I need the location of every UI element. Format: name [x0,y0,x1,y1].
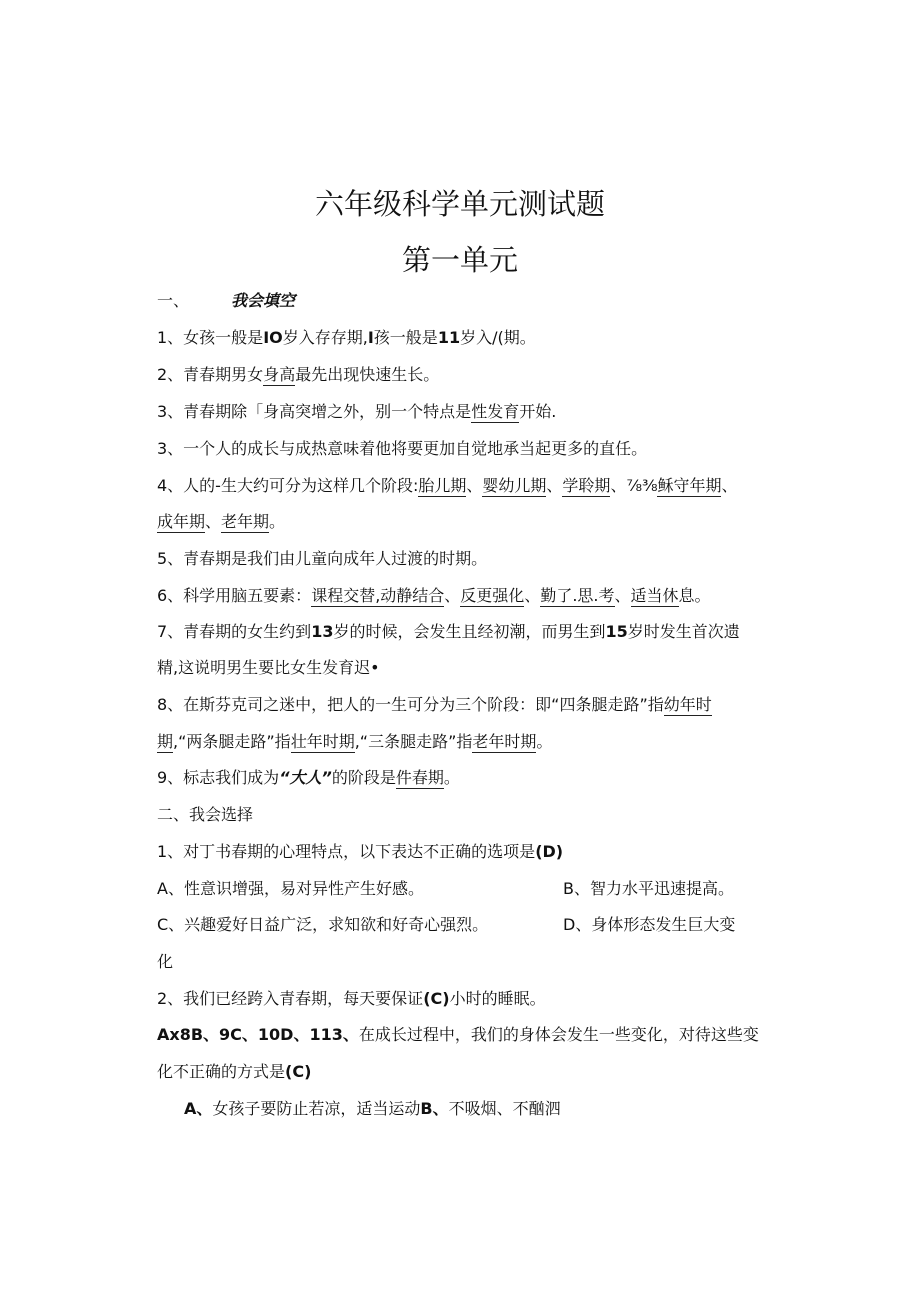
section-number: 一、 [157,291,190,310]
q9-text: 9、标志我们成为 [157,768,280,787]
q3b-text: 3、一个人的成长与成热意味着他将要更加自觉地承当起更多的直任。 [157,439,648,458]
choice-question-3-options [184,1099,770,1119]
q4-text: ⅞⅜ [626,476,658,495]
q2-answer: 身高 [263,365,296,384]
q4-sep: 、 [205,512,222,531]
c3-text: 在成长过程中，我们的身体会发生一些变化，对待这些变 [358,1025,759,1044]
q1-text: 岁入存存期, [282,328,368,347]
option-c: C、兴趣爱好日益广泛，求知欲和好奇心强烈。 [157,915,489,934]
c2-text: 小时的睡眠。 [449,989,546,1008]
c3-answer: (C) [285,1062,312,1081]
option-b-text: 不吸烟、不酗泗 [448,1099,561,1118]
question-9 [157,768,770,788]
q1-text: 孩一般是 [373,328,438,347]
q1-text: I [367,328,374,347]
option-a: A、性意识增强，易对异性产生好感。 [157,879,424,898]
choice-question-2 [157,989,770,1009]
choice-question-3-cont [157,1062,770,1082]
page-title: 六年级科学单元测试题 [314,187,605,221]
page-subtitle: 第一单元 [401,243,518,277]
question-1 [157,328,770,348]
q7-text: 精,这说明男生要比女生发育迟• [157,658,380,677]
section-heading-fill-in [157,291,770,311]
c3-text: 化不正确的方式是 [157,1062,286,1081]
q6-text: 息。 [678,586,711,605]
c2-text: 2、我们已经跨入青春期，每天要保证 [157,989,424,1008]
question-2 [157,365,770,385]
c2-answer: (C) [423,989,450,1008]
q1-answer: 11 [437,328,461,347]
q4-answer: 成年期 [157,512,206,531]
option-a-text: 女孩子要防止若凉，适当运动 [212,1099,421,1118]
option-b: B、 [420,1099,449,1118]
q7-text: 7、青春期的女生约到 [157,622,312,641]
q8-text: 。 [536,732,553,751]
q8-answer: 幼年时 [663,695,712,714]
q4-sep: 、 [466,476,483,495]
q1-text: 1、女孩一般是 [157,328,264,347]
q8-text: ,“两条腿走路”指 [173,732,291,751]
q4-answer: 婴幼儿期 [482,476,547,495]
q9-text: 。 [443,768,460,787]
q7-number: 15 [605,622,628,641]
q8-answer: 期 [157,732,174,751]
question-8-cont [157,732,770,752]
q8-text: 8、在斯芬克司之迷中，把人的一生可分为三个阶段：即“四条腿走路”指 [157,695,664,714]
q6-sep: 、 [614,586,631,605]
q6-text: 6、科学用脑五要素： [157,586,312,605]
q4-answer: 稣守年期 [657,476,722,495]
question-7-cont [157,658,770,678]
c1-stem: 1、对丁书春期的心理特点，以下表达不正确的选项是 [157,842,536,861]
q4-answer: 学聆期 [562,476,611,495]
q4-text: 4、人的-生大约可分为这样几个阶段: [157,476,419,495]
q6-sep: 、 [444,586,461,605]
choice-options-row-2-cont [157,952,770,972]
question-6 [157,586,770,606]
q6-sep: 、 [524,586,541,605]
q6-answer: 反更强化 [460,586,525,605]
q8-text: ,“三条腿走路”指 [354,732,473,751]
q4-sep: 、 [546,476,563,495]
q6-answer: 适当休 [630,586,679,605]
question-3 [157,402,770,422]
q3-answer: 性发育 [471,402,520,421]
c1-answer: (D) [535,842,564,861]
q4-answer: 老年期 [221,512,270,531]
q1-answer: IO [263,328,283,347]
choice-question-1 [157,842,770,862]
q6-answer: 课程交替,动静结合 [311,586,445,605]
q7-text: 岁的时候，会发生且经初潮，而男生到 [333,622,606,641]
choice-options-row-1 [157,879,770,899]
question-4 [157,476,770,496]
option-a: A、 [184,1099,213,1118]
section-label: 我会填空 [231,291,296,310]
q4-answer: 胎儿期 [418,476,467,495]
question-4-cont [157,512,770,532]
q1-text: 岁入/(期。 [460,328,536,347]
section-heading-choice [157,805,770,825]
question-3b [157,439,770,459]
q3-text: 3、青春期除「身高突增之外，别一个特点是 [157,402,472,421]
choice-options-row-2 [157,915,770,935]
option-d-cont: 化 [157,952,174,971]
q5-text: 5、青春期是我们由儿童向成年人过渡的时期。 [157,549,488,568]
choice-question-3 [157,1025,770,1045]
q4-sep: 。 [269,512,286,531]
section-label: 二、我会选择 [157,805,254,824]
q8-answer: 壮年时期 [290,732,355,751]
q7-text: 岁时发生首次遗 [627,622,740,641]
c2-options: Ax8B、9C、10D、113、 [157,1025,359,1044]
q3-text: 开始. [519,402,557,421]
q9-text: 的阶段是 [331,768,396,787]
option-d: D、身体形态发生巨大变 [563,915,736,934]
q9-answer: 件春期 [395,768,444,787]
q7-number: 13 [311,622,334,641]
q2-text: 最先出现快速生长。 [295,365,440,384]
q4-sep: 、 [721,476,738,495]
question-5 [157,549,770,569]
q6-answer: 勤了.思.考 [540,586,615,605]
option-b: B、智力水平迅速提高。 [563,879,734,898]
question-7 [157,622,770,642]
q2-text: 2、青春期男女 [157,365,264,384]
q9-quote: “大人” [279,768,332,787]
q8-answer: 老年时期 [472,732,537,751]
q4-sep: 、 [610,476,627,495]
question-8 [157,695,770,715]
